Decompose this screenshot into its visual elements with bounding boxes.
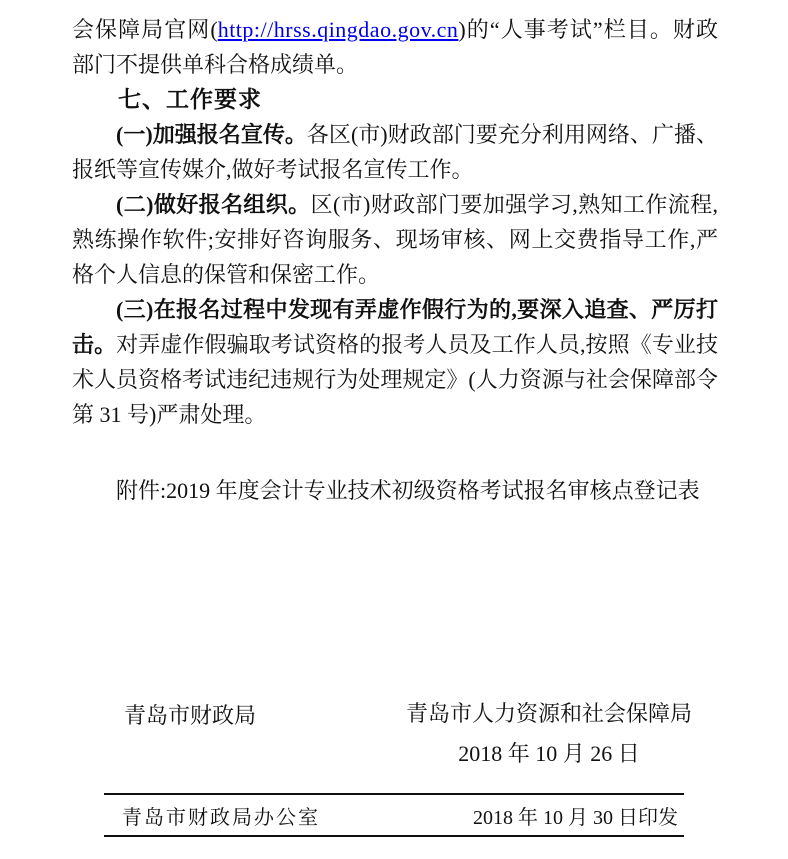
paragraph-3-lead: (三)在报名过程中发现有弄虚作假行为的,要深入追查、严厉打击。 bbox=[72, 297, 718, 357]
intro-text-after-link: )的“人事考试”栏目。财政部门不提供单科合格成绩单。 bbox=[72, 17, 718, 77]
footer-issuing-office: 青岛市财政局办公室 bbox=[122, 806, 320, 829]
attachment-title: 2019 年度会计专业技术初级资格考试报名审核点登记表 bbox=[166, 478, 700, 503]
paragraph-item-2 bbox=[72, 187, 718, 292]
paragraph-2-body: 区(市)财政部门要加强学习,熟知工作流程,熟练操作软件;安排好咨询服务、现场审核、网上交费指导工作,严格个人信息的保管和保密工作。 bbox=[72, 192, 719, 287]
paragraph-2-lead: (二)做好报名组织。 bbox=[116, 192, 311, 217]
paragraph-item-3 bbox=[72, 292, 718, 432]
intro-paragraph bbox=[72, 12, 718, 82]
attachment-block bbox=[116, 472, 701, 510]
attachment-label: 附件: bbox=[116, 478, 167, 503]
paragraph-1-lead: (一)加强报名宣传。 bbox=[116, 122, 307, 147]
signature-hr-bureau-block bbox=[406, 696, 692, 772]
footer-print-date: 2018 年 10 月 30 日印发 bbox=[473, 806, 678, 829]
paragraph-item-1 bbox=[72, 117, 718, 187]
signature-date: 2018 年 10 月 26 日 bbox=[458, 741, 640, 766]
paragraph-3-body: 对弄虚作假骗取考试资格的报考人员及工作人员,按照《专业技术人员资格考试违纪违规行为处理规定》(人力资源与社会保障部令第 31 号)严肃处理。 bbox=[72, 332, 718, 427]
signature-finance-bureau: 青岛市财政局 bbox=[124, 703, 257, 728]
hrss-website-link[interactable]: http://hrss.qingdao.gov.cn bbox=[217, 17, 459, 42]
footer-colophon bbox=[104, 793, 684, 837]
paragraph-1-body: 各区(市)财政部门要充分利用网络、广播、报纸等宣传媒介,做好考试报名宣传工作。 bbox=[72, 122, 718, 182]
section-heading-work-requirements: 七、工作要求 bbox=[118, 86, 262, 112]
intro-text-before-link: 会保障局官网( bbox=[72, 17, 218, 42]
document-body bbox=[72, 12, 718, 510]
signature-hr-bureau: 青岛市人力资源和社会保障局 bbox=[405, 701, 692, 726]
